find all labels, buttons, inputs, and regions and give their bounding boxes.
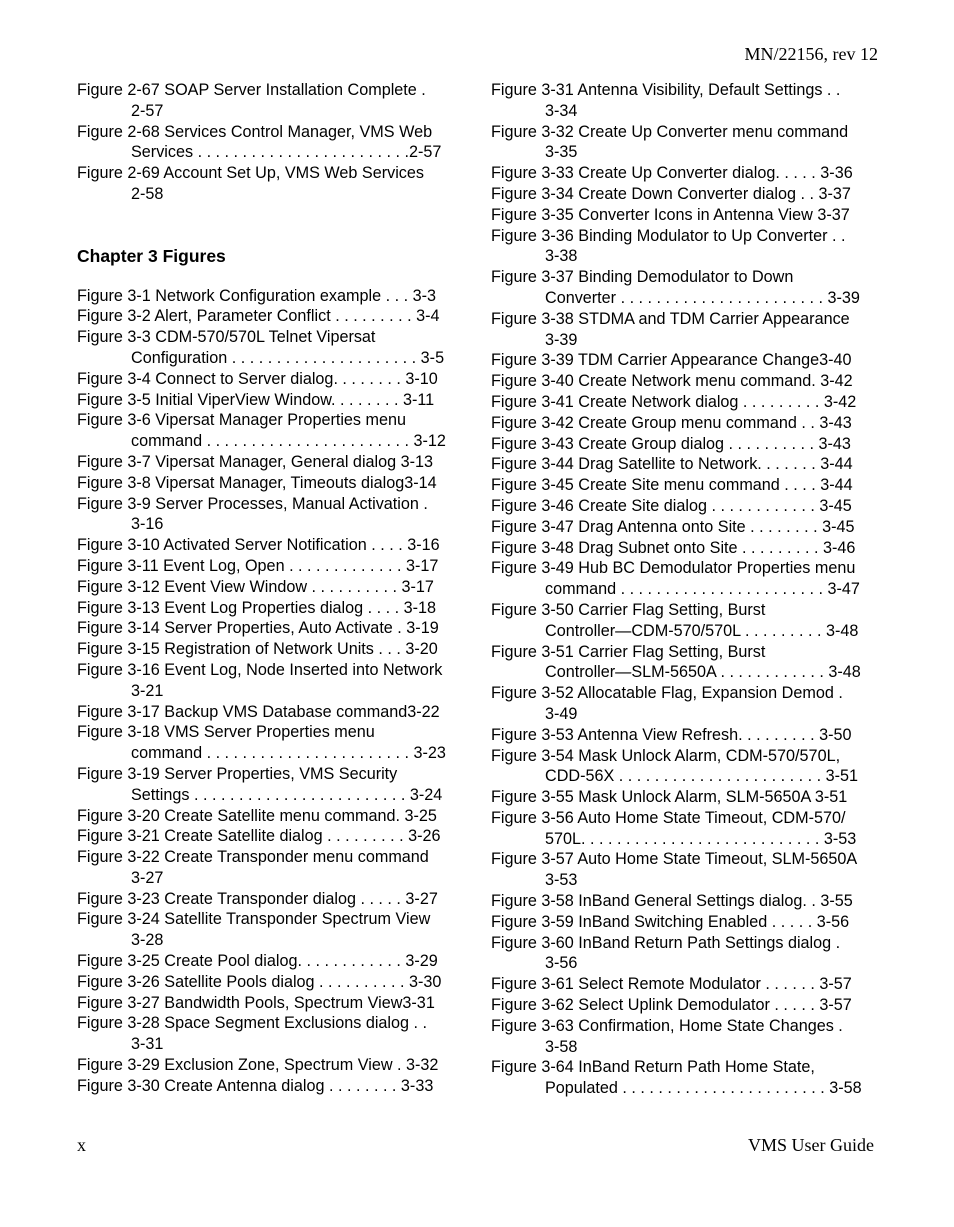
figure-entry-title: Figure 3-42 Create Group menu command . . 3-43 — [491, 413, 852, 432]
figure-entry-continuation: command . . . . . . . . . . . . . . . . . . . . . . . 3-47 — [545, 580, 860, 599]
figure-entry-continuation: Services . . . . . . . . . . . . . . . . . . . . . . . .2-57 — [131, 143, 442, 162]
figure-entry-title: Figure 3-15 Registration of Network Units . . . 3-20 — [77, 640, 438, 659]
chapter-2-figure-list — [77, 80, 463, 205]
figure-entry-title: Figure 3-46 Create Site dialog . . . . . . . . . . . . 3-45 — [491, 496, 852, 515]
figure-entry-title: Figure 3-34 Create Down Converter dialog . . 3-37 — [491, 184, 851, 203]
figure-entry-title: Figure 3-12 Event View Window . . . . . . . . . . 3-17 — [77, 577, 434, 596]
figure-entry[interactable] — [491, 995, 878, 1016]
figure-entry[interactable] — [491, 371, 878, 392]
figure-entry-continuation: Populated . . . . . . . . . . . . . . . . . . . . . . . 3-58 — [545, 1079, 862, 1098]
figure-entry[interactable] — [77, 452, 463, 473]
figure-entry-title: Figure 3-9 Server Processes, Manual Activation . — [77, 494, 428, 513]
chapter-3-figure-list — [77, 286, 463, 1097]
figure-entry[interactable] — [77, 286, 463, 307]
figure-entry[interactable] — [491, 1057, 878, 1099]
figure-entry[interactable] — [77, 369, 463, 390]
figure-entry[interactable] — [491, 80, 878, 122]
figure-entry-title: Figure 3-47 Drag Antenna onto Site . . . . . . . . 3-45 — [491, 517, 855, 536]
figure-entry[interactable] — [491, 1016, 878, 1058]
figure-entry-title: Figure 3-50 Carrier Flag Setting, Burst — [491, 600, 766, 619]
left-figure-list — [77, 80, 463, 1097]
figure-entry-continuation: CDD-56X . . . . . . . . . . . . . . . . . . . . . . . 3-51 — [545, 767, 859, 786]
figure-entry[interactable] — [77, 618, 463, 639]
figure-entry-title: Figure 3-36 Binding Modulator to Up Converter . . — [491, 226, 846, 245]
figure-entry-title: Figure 3-41 Create Network dialog . . . . . . . . . 3-42 — [491, 392, 857, 411]
figure-entry-title: Figure 3-27 Bandwidth Pools, Spectrum View3-31 — [77, 993, 435, 1012]
figure-entry-title: Figure 2-67 SOAP Server Installation Complete . — [77, 81, 426, 99]
figure-entry[interactable] — [77, 577, 463, 598]
figure-entry-title: Figure 3-17 Backup VMS Database command3-22 — [77, 702, 440, 721]
figure-entry[interactable] — [77, 1076, 463, 1097]
figure-entry[interactable] — [491, 538, 878, 559]
figure-entry[interactable] — [77, 163, 463, 205]
figure-entry-continuation: 3-56 — [545, 954, 578, 973]
figure-entry[interactable] — [77, 660, 463, 702]
figure-entry-title: Figure 3-5 Initial ViperView Window. . . . . . . . 3-11 — [77, 390, 435, 409]
figure-entry-title: Figure 2-68 Services Control Manager, VMS Web — [77, 122, 433, 141]
figure-entry-title: Figure 3-25 Create Pool dialog. . . . . . . . . . . . 3-29 — [77, 952, 438, 971]
figure-entry-title: Figure 3-10 Activated Server Notification . . . . 3-16 — [77, 536, 440, 555]
figure-entry-title: Figure 3-55 Mask Unlock Alarm, SLM-5650A 3-51 — [491, 788, 848, 807]
figure-entry[interactable] — [491, 517, 878, 538]
right-figure-list — [491, 80, 878, 1099]
figure-entry[interactable] — [77, 702, 463, 723]
figure-entry-continuation: 3-58 — [545, 1037, 578, 1056]
figure-entry-title: Figure 3-38 STDMA and TDM Carrier Appearance — [491, 309, 850, 328]
figure-entry-title: Figure 3-63 Confirmation, Home State Changes . — [491, 1016, 843, 1035]
figure-entry[interactable] — [77, 410, 463, 452]
figure-entry-title: Figure 3-28 Space Segment Exclusions dialog . . — [77, 1014, 428, 1033]
figure-entry[interactable] — [77, 122, 463, 164]
figure-entry[interactable] — [77, 847, 463, 889]
figure-entry-continuation: 570L. . . . . . . . . . . . . . . . . . . . . . . . . . . 3-53 — [545, 829, 857, 848]
figure-entry[interactable] — [491, 205, 878, 226]
figure-entry-title: Figure 3-51 Carrier Flag Setting, Burst — [491, 642, 766, 661]
figure-entry[interactable] — [491, 849, 878, 891]
figure-entry-continuation: Controller—CDM-570/570L . . . . . . . . . 3-48 — [545, 621, 859, 640]
chapter-3-heading: Chapter 3 Figures — [77, 245, 226, 266]
figure-entry-title: Figure 3-53 Antenna View Refresh. . . . . . . . . 3-50 — [491, 725, 852, 744]
figure-entry[interactable] — [491, 413, 878, 434]
figure-entry-continuation: command . . . . . . . . . . . . . . . . . . . . . . . 3-12 — [131, 432, 446, 451]
figure-entry[interactable] — [77, 1055, 463, 1076]
figure-entry[interactable] — [491, 163, 878, 184]
figure-entry-title: Figure 3-45 Create Site menu command . . . . 3-44 — [491, 476, 853, 495]
figure-entry[interactable] — [77, 1013, 463, 1055]
figure-entry-title: Figure 3-32 Create Up Converter menu command — [491, 122, 849, 141]
page-number: x — [77, 1135, 86, 1155]
figure-entry-title: Figure 3-40 Create Network menu command. 3-42 — [491, 372, 853, 391]
figure-entry[interactable] — [77, 80, 463, 122]
figure-entry[interactable] — [491, 350, 878, 371]
figure-entry-title: Figure 3-21 Create Satellite dialog . . . . . . . . . 3-26 — [77, 827, 441, 846]
figure-entry-title: Figure 3-49 Hub BC Demodulator Properties menu — [491, 559, 856, 578]
figure-entry-title: Figure 3-26 Satellite Pools dialog . . . . . . . . . . 3-30 — [77, 972, 442, 991]
figure-entry-title: Figure 3-22 Create Transponder menu command — [77, 848, 429, 867]
figure-entry-continuation: Configuration . . . . . . . . . . . . . . . . . . . . . 3-5 — [131, 348, 445, 367]
figure-entry[interactable] — [491, 642, 878, 684]
figure-entry-continuation: 3-27 — [131, 868, 164, 887]
figure-entry[interactable] — [491, 558, 878, 600]
figure-entry-continuation: 3-34 — [545, 101, 578, 120]
figure-entry-title: Figure 3-64 InBand Return Path Home State, — [491, 1058, 815, 1077]
figure-entry[interactable] — [491, 392, 878, 413]
figure-entry[interactable] — [77, 306, 463, 327]
figure-entry[interactable] — [491, 933, 878, 975]
figure-entry-title: Figure 3-1 Network Configuration example . . . 3-3 — [77, 286, 436, 305]
figure-entry[interactable] — [77, 390, 463, 411]
figure-entry-title: Figure 3-48 Drag Subnet onto Site . . . . . . . . . 3-46 — [491, 538, 856, 557]
figure-entry-continuation: 3-31 — [131, 1035, 164, 1054]
figure-entry[interactable] — [77, 722, 463, 764]
figure-entry[interactable] — [491, 496, 878, 517]
figure-entry-title: Figure 3-54 Mask Unlock Alarm, CDM-570/570L, — [491, 746, 841, 765]
figure-entry[interactable] — [491, 974, 878, 995]
figure-entry-title: Figure 3-30 Create Antenna dialog . . . . . . . . 3-33 — [77, 1076, 434, 1095]
figure-entry[interactable] — [491, 267, 878, 309]
figure-entry[interactable] — [77, 473, 463, 494]
figure-entry-continuation: 3-21 — [131, 681, 164, 700]
figure-entry[interactable] — [77, 806, 463, 827]
figure-entry[interactable] — [491, 787, 878, 808]
figure-entry-title: Figure 3-2 Alert, Parameter Conflict . . . . . . . . . 3-4 — [77, 307, 440, 326]
figure-entry[interactable] — [77, 889, 463, 910]
figure-entry-title: Figure 3-19 Server Properties, VMS Security — [77, 764, 398, 783]
figure-entry[interactable] — [77, 556, 463, 577]
figure-entry-title: Figure 3-3 CDM-570/570L Telnet Vipersat — [77, 328, 376, 347]
figure-entry-title: Figure 3-61 Select Remote Modulator . . . . . . 3-57 — [491, 975, 852, 994]
figure-entry[interactable] — [491, 912, 878, 933]
figure-entry-title: Figure 3-24 Satellite Transponder Spectrum View — [77, 910, 431, 929]
figure-entry-title: Figure 3-8 Vipersat Manager, Timeouts dialog3-14 — [77, 473, 437, 492]
figure-entry-continuation: command . . . . . . . . . . . . . . . . . . . . . . . 3-23 — [131, 744, 446, 763]
figure-entry[interactable] — [77, 909, 463, 951]
figure-entry-title: Figure 3-52 Allocatable Flag, Expansion Demod . — [491, 684, 843, 703]
figure-entry[interactable] — [77, 826, 463, 847]
figure-entry-title: Figure 3-6 Vipersat Manager Properties menu — [77, 411, 407, 430]
figure-entry-continuation: 3-53 — [545, 871, 578, 890]
figure-entry-title: Figure 3-59 InBand Switching Enabled . . . . . 3-56 — [491, 912, 850, 931]
figure-entry-continuation: 2-58 — [131, 184, 164, 203]
figure-entry[interactable] — [491, 122, 878, 164]
figure-entry-continuation: 3-39 — [545, 330, 578, 349]
document-title: VMS User Guide — [748, 1135, 874, 1155]
figure-entry-continuation: 3-38 — [545, 247, 578, 266]
figure-entry[interactable] — [491, 454, 878, 475]
figure-entry-title: Figure 3-35 Converter Icons in Antenna View 3-37 — [491, 205, 850, 224]
figure-entry[interactable] — [77, 598, 463, 619]
chapter-3-figure-list-continued — [491, 80, 878, 1099]
figure-entry-title: Figure 3-29 Exclusion Zone, Spectrum View . 3-32 — [77, 1056, 439, 1075]
figure-entry-title: Figure 3-62 Select Uplink Demodulator . . . . . 3-57 — [491, 996, 852, 1015]
figure-entry[interactable] — [77, 494, 463, 536]
figure-entry-title: Figure 3-33 Create Up Converter dialog. . . . . 3-36 — [491, 164, 853, 183]
figure-entry-title: Figure 3-60 InBand Return Path Settings dialog . — [491, 933, 841, 952]
figure-entry-title: Figure 3-13 Event Log Properties dialog . . . . 3-18 — [77, 598, 437, 617]
figure-entry-title: Figure 3-23 Create Transponder dialog . . . . . 3-27 — [77, 889, 438, 908]
figure-entry[interactable] — [491, 309, 878, 351]
figure-entry[interactable] — [491, 600, 878, 642]
figure-entry[interactable] — [491, 226, 878, 268]
figure-entry-continuation: Controller—SLM-5650A . . . . . . . . . . . . 3-48 — [545, 663, 861, 682]
figure-entry[interactable] — [77, 993, 463, 1014]
figure-entry-title: Figure 3-31 Antenna Visibility, Default Settings . . — [491, 81, 841, 99]
figure-entry[interactable] — [491, 475, 878, 496]
figure-entry[interactable] — [491, 683, 878, 725]
figure-entry[interactable] — [491, 725, 878, 746]
figure-entry[interactable] — [491, 184, 878, 205]
figure-entry-title: Figure 3-57 Auto Home State Timeout, SLM-5650A — [491, 850, 858, 869]
figure-entry-title: Figure 3-4 Connect to Server dialog. . . . . . . . 3-10 — [77, 369, 438, 388]
figure-entry-title: Figure 3-58 InBand General Settings dialog. . 3-55 — [491, 892, 853, 911]
figure-entry[interactable] — [77, 535, 463, 556]
figure-entry[interactable] — [77, 764, 463, 806]
document-id: MN/22156, rev 12 — [744, 44, 878, 64]
figure-entry-title: Figure 2-69 Account Set Up, VMS Web Services — [77, 164, 424, 183]
figure-entry-title: Figure 3-18 VMS Server Properties menu — [77, 723, 375, 742]
figure-entry-continuation: 3-49 — [545, 704, 578, 723]
figure-entry[interactable] — [491, 434, 878, 455]
figure-entry[interactable] — [491, 746, 878, 788]
figure-entry[interactable] — [491, 891, 878, 912]
figure-entry-title: Figure 3-39 TDM Carrier Appearance Change3-40 — [491, 351, 852, 370]
figure-entry[interactable] — [77, 639, 463, 660]
figure-entry[interactable] — [77, 951, 463, 972]
figure-entry-continuation: 3-16 — [131, 515, 164, 534]
figure-entry[interactable] — [77, 327, 463, 369]
figure-entry-title: Figure 3-44 Drag Satellite to Network. . . . . . . 3-44 — [491, 455, 853, 474]
figure-entry[interactable] — [77, 972, 463, 993]
figure-entry-title: Figure 3-20 Create Satellite menu command. 3-25 — [77, 806, 437, 825]
figure-entry-title: Figure 3-7 Vipersat Manager, General dialog 3-13 — [77, 452, 434, 471]
figure-entry-continuation: Converter . . . . . . . . . . . . . . . . . . . . . . . 3-39 — [545, 288, 860, 307]
figure-entry-title: Figure 3-37 Binding Demodulator to Down — [491, 268, 794, 287]
figure-entry-continuation: 3-35 — [545, 143, 578, 162]
figure-entry-title: Figure 3-43 Create Group dialog . . . . . . . . . . 3-43 — [491, 434, 851, 453]
figure-entry-continuation: Settings . . . . . . . . . . . . . . . . . . . . . . . . 3-24 — [131, 785, 443, 804]
figure-entry-title: Figure 3-14 Server Properties, Auto Activate . 3-19 — [77, 619, 439, 638]
figure-entry-continuation: 3-28 — [131, 931, 164, 950]
figure-entry-title: Figure 3-56 Auto Home State Timeout, CDM-570/ — [491, 808, 846, 827]
figure-entry-continuation: 2-57 — [131, 101, 164, 120]
figure-entry[interactable] — [491, 808, 878, 850]
figure-entry-title: Figure 3-16 Event Log, Node Inserted into Network — [77, 660, 443, 679]
figure-entry-title: Figure 3-11 Event Log, Open . . . . . . . . . . . . . 3-17 — [77, 556, 439, 575]
